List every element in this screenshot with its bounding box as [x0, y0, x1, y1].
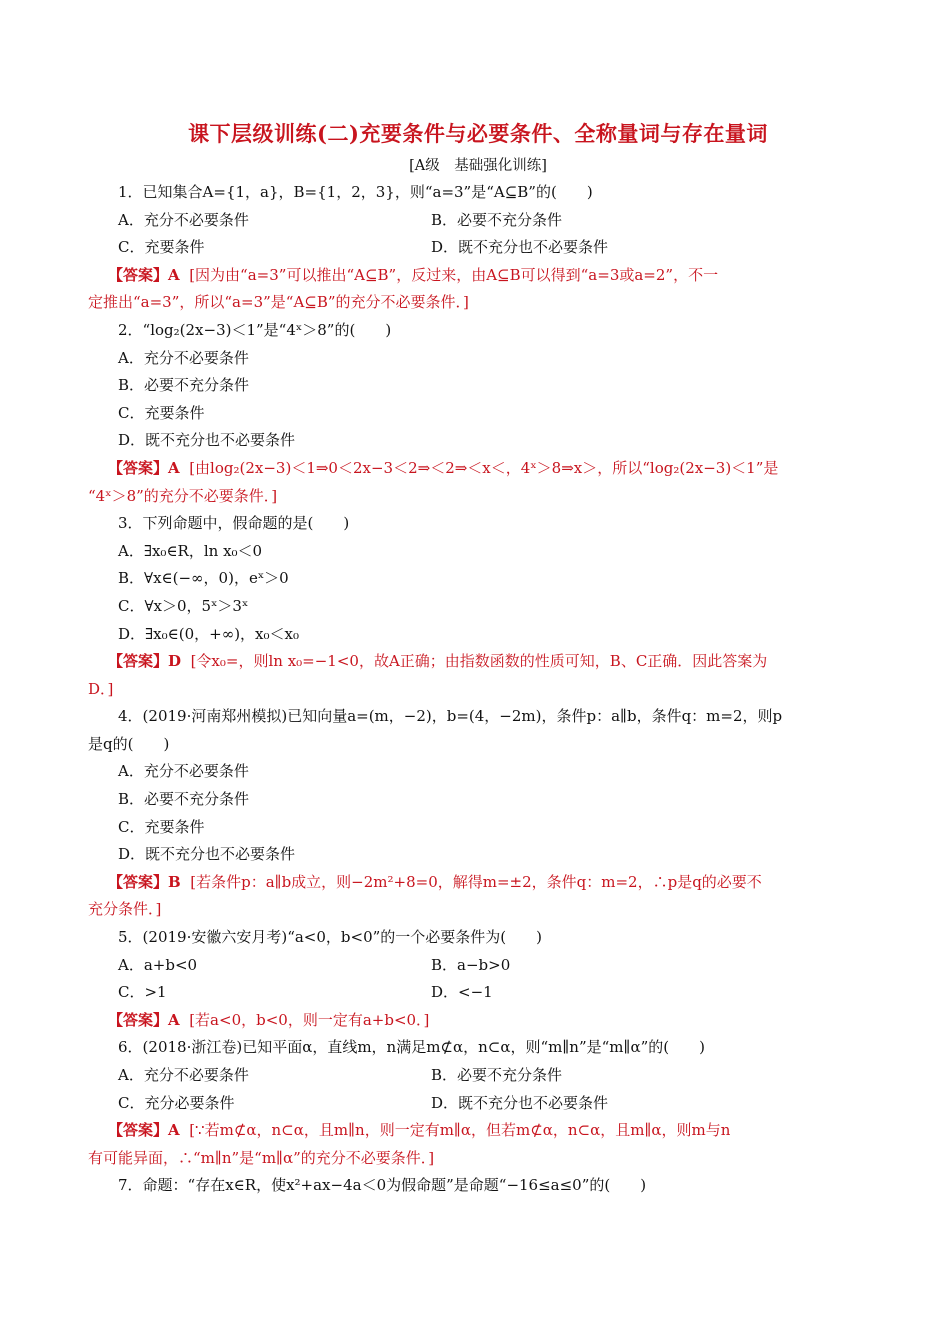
- section-level: [A级 基础强化训练]: [409, 158, 547, 174]
- question-3: [88, 510, 868, 703]
- option-d: D．既不充分也不必要条件: [118, 845, 296, 864]
- options-row: [88, 234, 868, 262]
- options-row: [88, 207, 868, 235]
- question-4: [88, 703, 868, 924]
- answer-text: [若条件p：a∥b成立，则−2m²+8=0，解得m=±2，条件q：m=2，∴p是q的必要不: [190, 872, 762, 891]
- answer-tag: 【答案】: [108, 458, 169, 477]
- answer-block: [88, 1117, 868, 1172]
- answer-tag: 【答案】: [108, 652, 169, 671]
- option-d: D．∃x₀∈(0，+∞)，x₀＜x₀: [118, 624, 299, 643]
- option-b: B．a−b>0: [431, 955, 511, 974]
- answer-text: “4ˣ＞8”的充分不必要条件．]: [88, 486, 278, 505]
- option-c: C．∀x＞0，5ˣ＞3ˣ: [118, 596, 249, 615]
- question-stem: 5．(2019·安徽六安月考)“a<0，b<0”的一个必要条件为( ): [118, 928, 543, 947]
- question-5: [88, 924, 868, 1034]
- answer-text: 定推出“a=3”，所以“a=3”是“A⊆B”的充分不必要条件．]: [88, 293, 469, 312]
- option-c: C．充要条件: [118, 817, 205, 836]
- answer-block: [88, 262, 868, 317]
- answer-block: [88, 869, 868, 924]
- option-b: B．必要不充分条件: [431, 1066, 563, 1084]
- answer-letter: A: [168, 1121, 180, 1140]
- answer-block: [88, 1007, 868, 1035]
- answer-letter: A: [168, 265, 180, 284]
- page-title: 课下层级训练(二)充要条件与必要条件、全称量词与存在量词: [188, 121, 768, 146]
- option-a: A．充分不必要条件: [118, 348, 249, 367]
- option-c: C．充要条件: [118, 238, 205, 257]
- question-stem: 3．下列命题中，假命题的是( ): [118, 514, 350, 533]
- answer-text: [若a<0，b<0，则一定有a+b<0．]: [189, 1010, 430, 1029]
- answer-text: [∵若m⊄α，n⊂α，且m∥n，则一定有m∥α，但若m⊄α，n⊂α，且m∥α，则m与n: [189, 1121, 731, 1140]
- answer-text: D．]: [88, 679, 114, 698]
- option-a: A．充分不必要条件: [118, 210, 249, 229]
- option-b: B．必要不充分条件: [118, 376, 250, 395]
- answer-tag: 【答案】: [108, 1010, 169, 1029]
- answer-tag: 【答案】: [108, 872, 169, 891]
- answer-tag: 【答案】: [108, 265, 169, 284]
- options-row: [88, 952, 868, 980]
- question-stem: 2．“log₂(2x−3)＜1”是“4ˣ＞8”的( ): [118, 320, 392, 339]
- question-6: [88, 1034, 868, 1172]
- options-row: [88, 1062, 868, 1090]
- answer-letter: D: [168, 652, 182, 671]
- answer-letter: A: [168, 1010, 180, 1029]
- option-c: C．充要条件: [118, 403, 205, 422]
- question-stem-cont: 是q的( ): [88, 734, 170, 753]
- document-page: [88, 118, 868, 1200]
- option-b: B．∀x∈(−∞，0)，eˣ＞0: [118, 569, 289, 588]
- answer-letter: B: [168, 872, 181, 891]
- option-d: D．既不充分也不必要条件: [431, 238, 609, 257]
- options-row: [88, 1090, 868, 1118]
- answer-block: [88, 648, 868, 703]
- option-a: A．充分不必要条件: [118, 1066, 249, 1084]
- option-d: D．既不充分也不必要条件: [431, 1093, 609, 1112]
- question-stem: 6．(2018·浙江卷)已知平面α，直线m，n满足m⊄α，n⊂α，则“m∥n”是“m∥α”的( ): [118, 1038, 705, 1057]
- options-row: [88, 979, 868, 1007]
- answer-text: [因为由“a=3”可以推出“A⊆B”，反过来，由A⊆B可以得到“a=3或a=2”，不一: [189, 265, 719, 284]
- question-2: [88, 317, 868, 510]
- option-b: B．必要不充分条件: [118, 790, 250, 809]
- answer-block: [88, 455, 868, 510]
- answer-text: 充分条件．]: [88, 900, 162, 919]
- option-a: A．∃x₀∈R，ln x₀＜0: [118, 541, 263, 560]
- answer-text: [由log₂(2x−3)＜1⇒0＜2x−3＜2⇒＜2⇒＜x＜，4ˣ＞8⇒x＞，所以“log₂(2x−3)＜1”是: [189, 458, 779, 477]
- option-a: A．充分不必要条件: [118, 762, 249, 781]
- answer-letter: A: [168, 458, 180, 477]
- option-b: B．必要不充分条件: [431, 210, 563, 229]
- question-stem: 1．已知集合A={1，a}，B={1，2，3}，则“a=3”是“A⊆B”的( ): [118, 183, 593, 201]
- question-1: [88, 179, 868, 317]
- option-c: C．>1: [118, 983, 167, 1002]
- question-7: [88, 1172, 868, 1200]
- option-d: D．<−1: [431, 983, 493, 1002]
- option-a: A．a+b<0: [118, 955, 198, 974]
- option-d: D．既不充分也不必要条件: [118, 431, 296, 450]
- question-stem: 7．命题：“存在x∈R，使x²+ax−4a＜0为假命题”是命题“−16≤a≤0”的( ): [118, 1176, 647, 1195]
- option-c: C．充分必要条件: [118, 1093, 235, 1112]
- answer-tag: 【答案】: [108, 1121, 169, 1140]
- answer-text: [令x₀=，则ln x₀=−1<0，故A正确；由指数函数的性质可知，B、C正确．因此答案为: [190, 652, 768, 671]
- answer-text: 有可能异面，∴“m∥n”是“m∥α”的充分不必要条件．]: [88, 1148, 435, 1167]
- question-stem: 4．(2019·河南郑州模拟)已知向量a=(m，−2)，b=(4，−2m)，条件p：a∥b，条件q：m=2，则p: [118, 707, 783, 726]
